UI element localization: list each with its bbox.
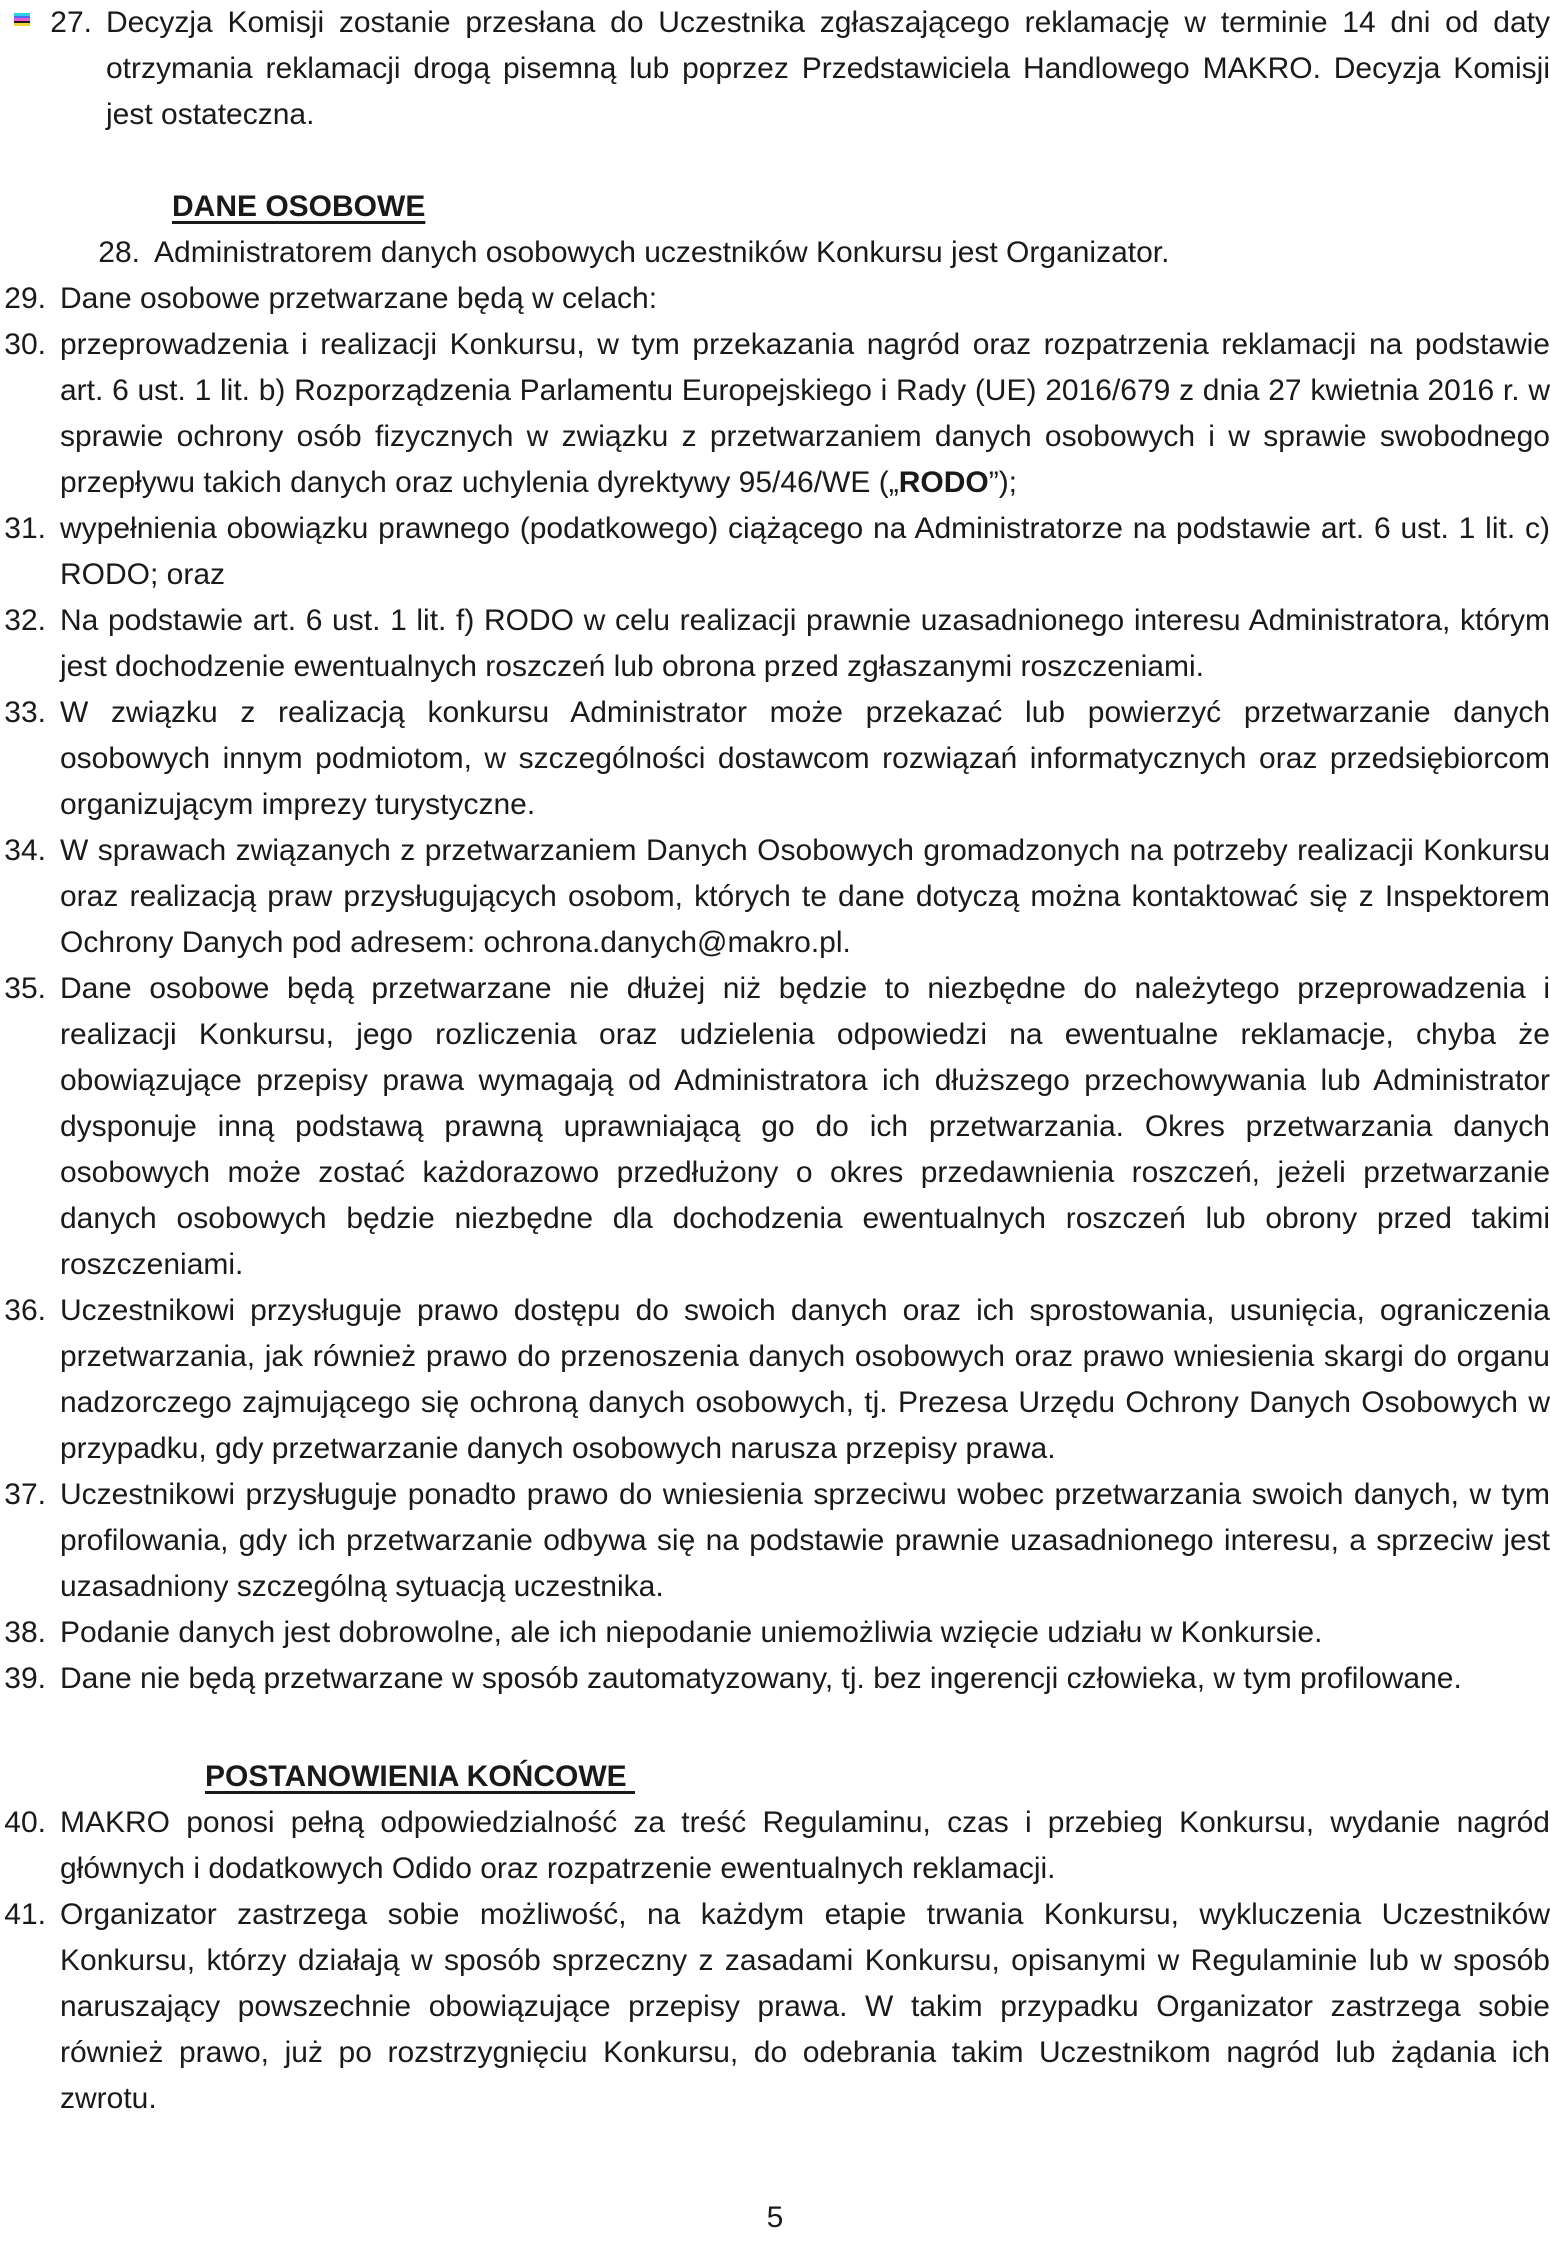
list-item-text: Podanie danych jest dobrowolne, ale ich niepodanie uniemożliwia wzięcie udziału w Konkursie. (60, 1616, 1323, 1649)
list-item-number: 28. (98, 236, 140, 269)
list-item-text: wypełnienia obowiązku prawnego (podatkowego) ciążącego na Administratorze na podstawie art. 6 ust. 1 lit. c) RODO; oraz (60, 512, 1550, 591)
list-item-text: Na podstawie art. 6 ust. 1 lit. f) RODO w celu realizacji prawnie uzasadnionego interesu Administratora, którym jest dochodzenie ewentualnych roszczeń lub obrona przed zgłaszanymi roszczeniami. (60, 604, 1550, 683)
section-heading-postanowienia-koncowe: POSTANOWIENIA KOŃCOWE (205, 1760, 635, 1793)
list-item-number: 29. (4, 282, 46, 315)
list-item (0, 276, 1550, 322)
list-item-text: W sprawach związanych z przetwarzaniem Danych Osobowych gromadzonych na potrzeby realizacji Konkursu oraz realizacją praw przysługujących osobom, których te dane dotyczą można kontaktować się z Inspektorem Ochrony Danych pod adresem: ochrona.danych@makro.pl. (60, 834, 1550, 959)
list-item-text: Administratorem danych osobowych uczestników Konkursu jest Organizator. (154, 236, 1170, 269)
list-item-text: Dane osobowe będą przetwarzane nie dłużej niż będzie to niezbędne do należytego przeprowadzenia i realizacji Konkursu, jego rozliczenia oraz udzielenia odpowiedzi na ewentualne reklamacje, chyba że obowiązujące przepisy prawa wymagają od Administratora ich dłuższego przechowywania lub Administrator dysponuje inną podstawą prawną uprawniającą go do ich przetwarzania. Okres przetwarzania danych osobowych może zostać każdorazowo przedłużony o okres przedawnienia roszczeń, jeżeli przetwarzanie danych osobowych będzie niezbędne dla dochodzenia ewentualnych roszczeń lub obrony przed takimi roszczeniami. (60, 972, 1550, 1281)
text-run: ”); (988, 466, 1018, 499)
text-run-bold-rodo: RODO (898, 466, 989, 499)
list-item-number: 33. (4, 696, 46, 729)
list-item (0, 1472, 1550, 1610)
list-item-number: 27. (50, 6, 92, 39)
list-item-text: Uczestnikowi przysługuje ponadto prawo do wniesienia sprzeciwu wobec przetwarzania swoich danych, w tym profilowania, gdy ich przetwarzanie odbywa się na podstawie prawnie uzasadnionego interesu, a sprzeciw jest uzasadniony szczególną sytuacją uczestnika. (60, 1478, 1550, 1603)
spacer (0, 1702, 1550, 1754)
list-item-number: 30. (4, 328, 46, 361)
section-heading-dane-osobowe: DANE OSOBOWE (172, 190, 426, 223)
list-item (0, 506, 1550, 598)
list-item (0, 322, 1550, 506)
list-item-number: 39. (4, 1662, 46, 1695)
list-item-number: 41. (4, 1898, 46, 1931)
page-number: 5 (766, 2201, 784, 2234)
list-item-number: 34. (4, 834, 46, 867)
list-item-text: Decyzja Komisji zostanie przesłana do Uczestnika zgłaszającego reklamację w terminie 14 dni od daty otrzymania reklamacji drogą pisemną lub poprzez Przedstawiciela Handlowego MAKRO. Decyzja Komisji jest ostateczna. (106, 6, 1550, 131)
list-item (0, 1800, 1550, 1892)
list-item (0, 966, 1550, 1288)
list-item-number: 35. (4, 972, 46, 1005)
list-item-number: 38. (4, 1616, 46, 1649)
list-item (0, 230, 1550, 276)
list-item-text: MAKRO ponosi pełną odpowiedzialność za treść Regulaminu, czas i przebieg Konkursu, wydanie nagród głównych i dodatkowych Odido oraz rozpatrzenie ewentualnych reklamacji. (60, 1806, 1550, 1885)
spacer (0, 138, 1550, 184)
list-item-number: 36. (4, 1294, 46, 1327)
list-item (0, 0, 1550, 138)
list-item-number: 31. (4, 512, 46, 545)
list-item (0, 1288, 1550, 1472)
list-item-text: Uczestnikowi przysługuje prawo dostępu do swoich danych oraz ich sprostowania, usunięcia, ograniczenia przetwarzania, jak również prawo do przenoszenia danych osobowych oraz prawo wniesienia skargi do organu nadzorczego zajmującego się ochroną danych osobowych, tj. Prezesa Urzędu Ochrony Danych Osobowych w przypadku, gdy przetwarzanie danych osobowych narusza przepisy prawa. (60, 1294, 1550, 1465)
list-item (0, 690, 1550, 828)
list-item-text: Dane osobowe przetwarzane będą w celach: (60, 282, 658, 315)
list-item (0, 828, 1550, 966)
list-item (0, 1610, 1550, 1656)
list-item-text: Organizator zastrzega sobie możliwość, na każdym etapie trwania Konkursu, wykluczenia Uczestników Konkursu, którzy działają w sposób sprzeczny z zasadami Konkursu, opisanymi w Regulaminie lub w sposób naruszający powszechnie obowiązujące przepisy prawa. W takim przypadku Organizator zastrzega sobie również prawo, już po rozstrzygnięciu Konkursu, do odebrania takim Uczestnikom nagród lub żądania ich zwrotu. (60, 1898, 1550, 2115)
text-run: przeprowadzenia i realizacji Konkursu, w tym przekazania nagród oraz rozpatrzenia reklamacji na podstawie art. 6 ust. 1 lit. b) Rozporządzenia Parlamentu Europejskiego i Rady (UE) 2016/679 z dnia 27 kwietnia 2016 r. w sprawie ochrony osób fizycznych w związku z przetwarzaniem danych osobowych i w sprawie swobodnego przepływu takich danych oraz uchylenia dyrektywy 95/46/WE („ (60, 328, 1550, 499)
list-item-text (60, 322, 1550, 506)
list-item-number: 37. (4, 1478, 46, 1511)
list-item-text: Dane nie będą przetwarzane w sposób zautomatyzowany, tj. bez ingerencji człowieka, w tym profilowane. (60, 1662, 1462, 1695)
list-item (0, 1892, 1550, 2122)
list-item (0, 1656, 1550, 1702)
list-item-number: 40. (4, 1806, 46, 1839)
list-item-text: W związku z realizacją konkursu Administrator może przekazać lub powierzyć przetwarzanie danych osobowych innym podmiotom, w szczególności dostawcom rozwiązań informatycznych oraz przedsiębiorcom organizującym imprezy turystyczne. (60, 696, 1550, 821)
list-item-number: 32. (4, 604, 46, 637)
list-item (0, 598, 1550, 690)
